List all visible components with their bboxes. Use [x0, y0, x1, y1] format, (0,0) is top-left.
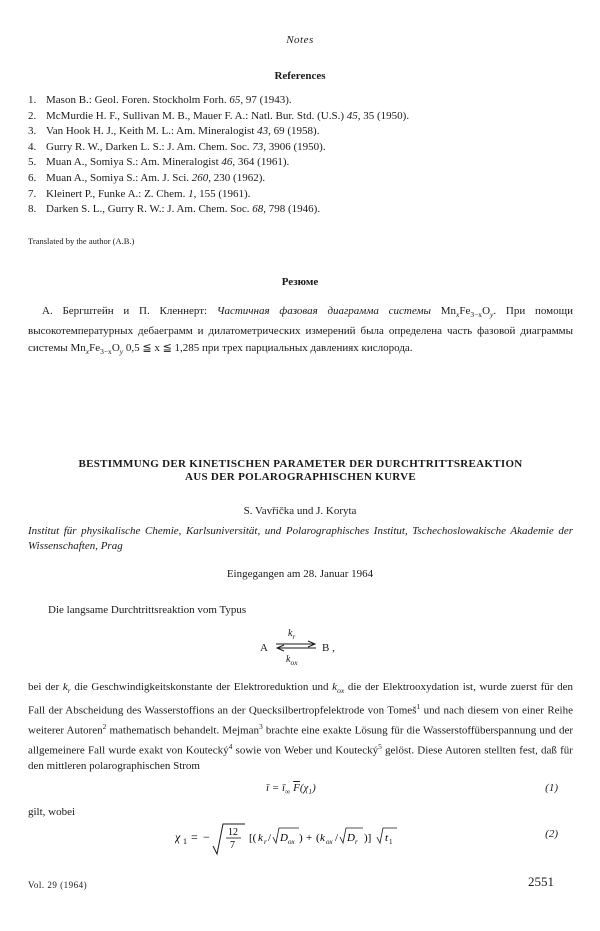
- reference-item: 8. Darken S. L., Gurry R. W.: J. Am. Chem. Soc. 68, 798 (1946).: [28, 203, 321, 216]
- article-affiliation: Institut für physikalische Chemie, Karlsuniversität, und Polarographisches Institut, Tschechoslowakische Akademie der Wissenschaften, Prag: [28, 525, 573, 552]
- translation-note: Translated by the author (A.B.): [28, 236, 135, 246]
- reactant: A: [260, 642, 268, 654]
- svg-text:D: D: [280, 832, 288, 844]
- article-authors: S. Vavřička und J. Koryta: [243, 505, 357, 517]
- intro-line: Die langsame Durchtrittsreaktion vom Typus: [48, 604, 247, 616]
- svg-text:k: k: [258, 832, 263, 844]
- forward-rate-label: $k_r$: [288, 628, 296, 641]
- svg-text:−: −: [203, 830, 210, 844]
- references-heading: References: [274, 70, 326, 82]
- reference-item: 5. Muan A., Somiya S.: Am. Mineralogist 46, 364 (1961).: [28, 156, 290, 169]
- svg-text:): ): [299, 832, 303, 844]
- svg-text:ox: ox: [288, 838, 295, 846]
- received-date: Eingegangen am 28. Januar 1964: [226, 568, 374, 580]
- product: B ,: [322, 642, 335, 654]
- svg-text:1: 1: [389, 838, 393, 846]
- footer-volume: Vol. 29 (1964): [28, 880, 88, 890]
- reference-item: 2. McMurdie H. F., Sullivan M. B., Mauer F. A.: Natl. Bur. Std. (U.S.) 45, 35 (1950).: [28, 109, 410, 122]
- reference-item: 7. Kleinert P., Funke A.: Z. Chem. 1, 155 (1961).: [28, 187, 251, 200]
- gilt-line: gilt, wobei: [28, 806, 76, 818]
- equation-1-number: (1): [545, 782, 558, 794]
- svg-text:r: r: [355, 838, 358, 846]
- svg-text:)]: )]: [364, 832, 372, 844]
- running-head: Notes: [286, 34, 314, 46]
- resume-heading: Резюме: [281, 276, 319, 288]
- svg-text:12: 12: [228, 827, 238, 838]
- svg-text:D: D: [347, 832, 355, 844]
- equation-2-number: (2): [545, 828, 558, 840]
- reference-item: 6. Muan A., Somiya S.: Am. J. Sci. 260, 230 (1962).: [28, 171, 266, 184]
- page-number: 2551: [528, 874, 554, 889]
- reference-item: 3. Van Hook H. J., Keith M. L.: Am. Mineralogist 43, 69 (1958).: [28, 125, 320, 138]
- reference-item: 1. Mason B.: Geol. Foren. Stockholm Forh. 65, 97 (1943).: [28, 94, 292, 106]
- svg-text:(: (: [316, 832, 320, 844]
- article-title: BESTIMMUNG DER KINETISCHEN PARAMETER DER DURCHTRITTSREAKTION AUS DER POLAROGRAPHISCHEN KURVE: [78, 458, 523, 483]
- svg-text:k: k: [320, 832, 325, 844]
- svg-text:+: +: [306, 832, 313, 844]
- svg-text:1: 1: [183, 837, 187, 846]
- reference-item: 4. Gurry R. W., Darken L. S.: J. Am. Chem. Soc. 73, 3906 (1950).: [28, 140, 326, 153]
- svg-text:χ: χ: [175, 830, 181, 844]
- equation-2-graphic: [175, 820, 435, 860]
- svg-text:ox: ox: [326, 838, 333, 846]
- svg-text:=: =: [191, 830, 198, 844]
- backward-rate-label: $k_{ox}$: [286, 654, 298, 667]
- body-paragraph: bei der $k_r$ die Geschwindigkeitskonstante der Elektroreduktion und $k_{ox}$ die der Elektrooxydation ist, wurde zuerst für den Fall der Abscheidung des Wasserstoffions an der Quecksilbertropfelektrode von Tomeš$^1$ und nach diesem von einer Reihe weiterer Autoren$^2$ mathematisch behandelt. Mejman$^3$ brachte eine exakte Lösung für die Wasserstoffüberspannung und der allgemeinere Fall wurde exakt von Koutecký$^4$ sowie von Weber und Koutecký$^5$ gelöst. Diese Autoren stellten fest, daß für den mittleren polarographischen Strom: [28, 681, 574, 772]
- svg-text:[(: [(: [249, 832, 257, 844]
- equation-1: ī = $ī_\infty$ $\overline{F}(\chi_1)$: [266, 782, 316, 797]
- equilibrium-arrows-icon: [274, 640, 318, 652]
- svg-text:/: /: [335, 832, 339, 844]
- svg-text:7: 7: [230, 840, 235, 851]
- svg-text:/: /: [268, 832, 272, 844]
- svg-text:r: r: [264, 838, 267, 846]
- reaction-scheme: [232, 628, 372, 668]
- references-list: [28, 93, 573, 218]
- resume-text: А. Бергштейн и П. Кленнерт: Частичная фазовая диаграмма системы $Mn_xFe_{3-x}O_y$. При помощи высокотемпературных дебаеграмм и дилатометрических измерений была определена часть фазовой диаграммы системы $Mn_xFe_{3-x}O_y$ 0,5 ≦ x ≦ 1,285 при трех парциальных давлениях кислорода.: [28, 305, 573, 357]
- svg-text:t: t: [385, 832, 389, 844]
